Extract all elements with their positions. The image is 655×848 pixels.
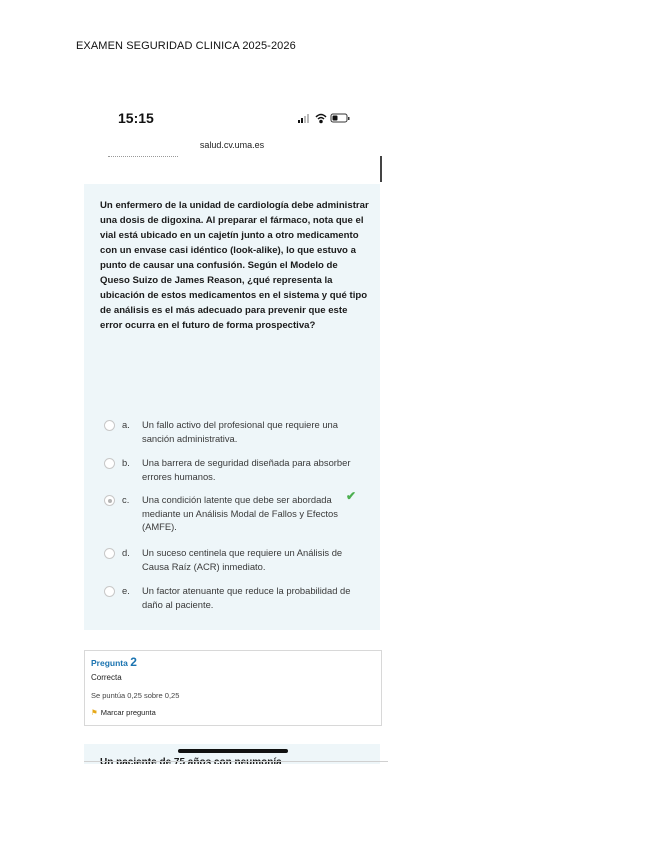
status-icons <box>298 112 358 124</box>
answer-letter: a. <box>122 419 130 430</box>
answer-text: Un suceso centinela que requiere un Análisis de Causa Raíz (ACR) inmediato. <box>142 547 343 572</box>
correct-check-icon: ✔ <box>346 489 357 503</box>
radio-button-selected[interactable] <box>104 495 115 506</box>
answer-text: Una barrera de seguridad diseñada para absorber errores humanos. <box>142 457 351 482</box>
wifi-icon <box>316 115 326 123</box>
question-score: Se puntúa 0,25 sobre 0,25 <box>91 691 180 700</box>
answer-text: Una condición latente que debe ser abordada mediante un Análisis Modal de Fallos y Efectos (AMFE). <box>142 494 338 532</box>
radio-button[interactable] <box>104 586 115 597</box>
screen-bottom-edge <box>84 761 388 762</box>
answer-text: Un factor atenuante que reduce la probabilidad de daño al paciente. <box>142 585 351 610</box>
answer-letter: e. <box>122 585 130 596</box>
radio-button[interactable] <box>104 420 115 431</box>
answer-letter: d. <box>122 547 130 558</box>
phone-screenshot <box>84 100 388 764</box>
document-title: EXAMEN SEGURIDAD CLINICA 2025-2026 <box>76 40 296 52</box>
radio-button[interactable] <box>104 458 115 469</box>
cut-off-content <box>108 156 178 160</box>
flag-question-link[interactable] <box>91 708 156 717</box>
flag-icon: ⚑ <box>91 708 98 717</box>
question-text: Un enfermero de la unidad de cardiología debe administrar una dosis de digoxina. Al preparar el fármaco, nota que el vial está ubicado en un cajetín junto a otro medicamento con un envase casi idéntico (look-alike), lo que estuvo a punto de causar una confusión. Según el Modelo de Queso Suizo de James Reason, ¿qué representa la ubicación de estos medicamentos en el sistema y qué tipo de análisis es el más adecuado para prevenir que este error ocurra en el futuro de forma prospectiva? <box>100 200 369 331</box>
home-indicator[interactable] <box>178 749 288 753</box>
battery-icon <box>331 114 350 122</box>
answer-letter: c. <box>122 494 130 505</box>
question-state: Correcta <box>91 673 122 682</box>
question-number <box>91 655 137 669</box>
question-info-card <box>84 650 382 726</box>
question-number-value: 2 <box>130 655 137 669</box>
flag-label: Marcar pregunta <box>100 708 156 717</box>
radio-button[interactable] <box>104 548 115 559</box>
answer-letter: b. <box>122 457 130 468</box>
question-box <box>84 184 380 630</box>
question-label: Pregunta <box>91 658 128 668</box>
signal-icon <box>298 114 309 123</box>
status-time: 15:15 <box>118 110 154 126</box>
browser-url[interactable]: salud.cv.uma.es <box>199 140 265 150</box>
scrollbar[interactable] <box>380 156 382 182</box>
answer-text: Un fallo activo del profesional que requiere una sanción administrativa. <box>142 419 338 444</box>
